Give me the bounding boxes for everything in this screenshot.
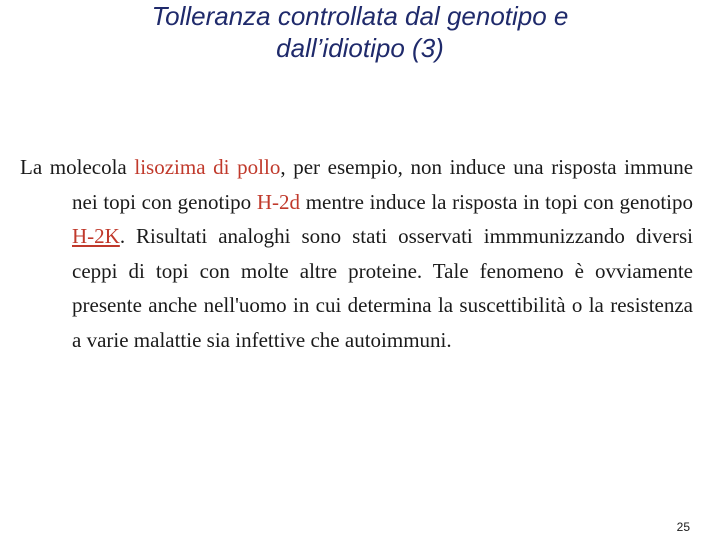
- paragraph-text-4: . Risultati analoghi sono stati osservati immmunizzando diversi ceppi di topi con molte altre proteine. Tale fenomeno è ovviamente presente anche nell'uomo in cui determina la suscettibilità o la resistenza a varie malattie sia infettive che autoimmuni.: [72, 224, 693, 352]
- body-paragraph: [20, 150, 693, 357]
- highlight-lisozima: lisozima di pollo: [134, 155, 281, 179]
- title-line-2: dall’idiotipo (3): [276, 33, 444, 63]
- highlight-h2k-link[interactable]: H-2K: [72, 224, 120, 248]
- paragraph-text-1: La molecola: [20, 155, 135, 179]
- slide-number: 25: [676, 520, 690, 534]
- paragraph-text-3: mentre induce la risposta in topi con genotipo: [300, 189, 693, 214]
- highlight-h2d: H-2d: [256, 189, 301, 214]
- slide-title: [40, 0, 680, 64]
- paragraph-text-2: , per esempio, non induce una risposta immune nei topi con genotipo: [72, 155, 694, 214]
- title-line-1: Tolleranza controllata dal genotipo e: [151, 1, 569, 31]
